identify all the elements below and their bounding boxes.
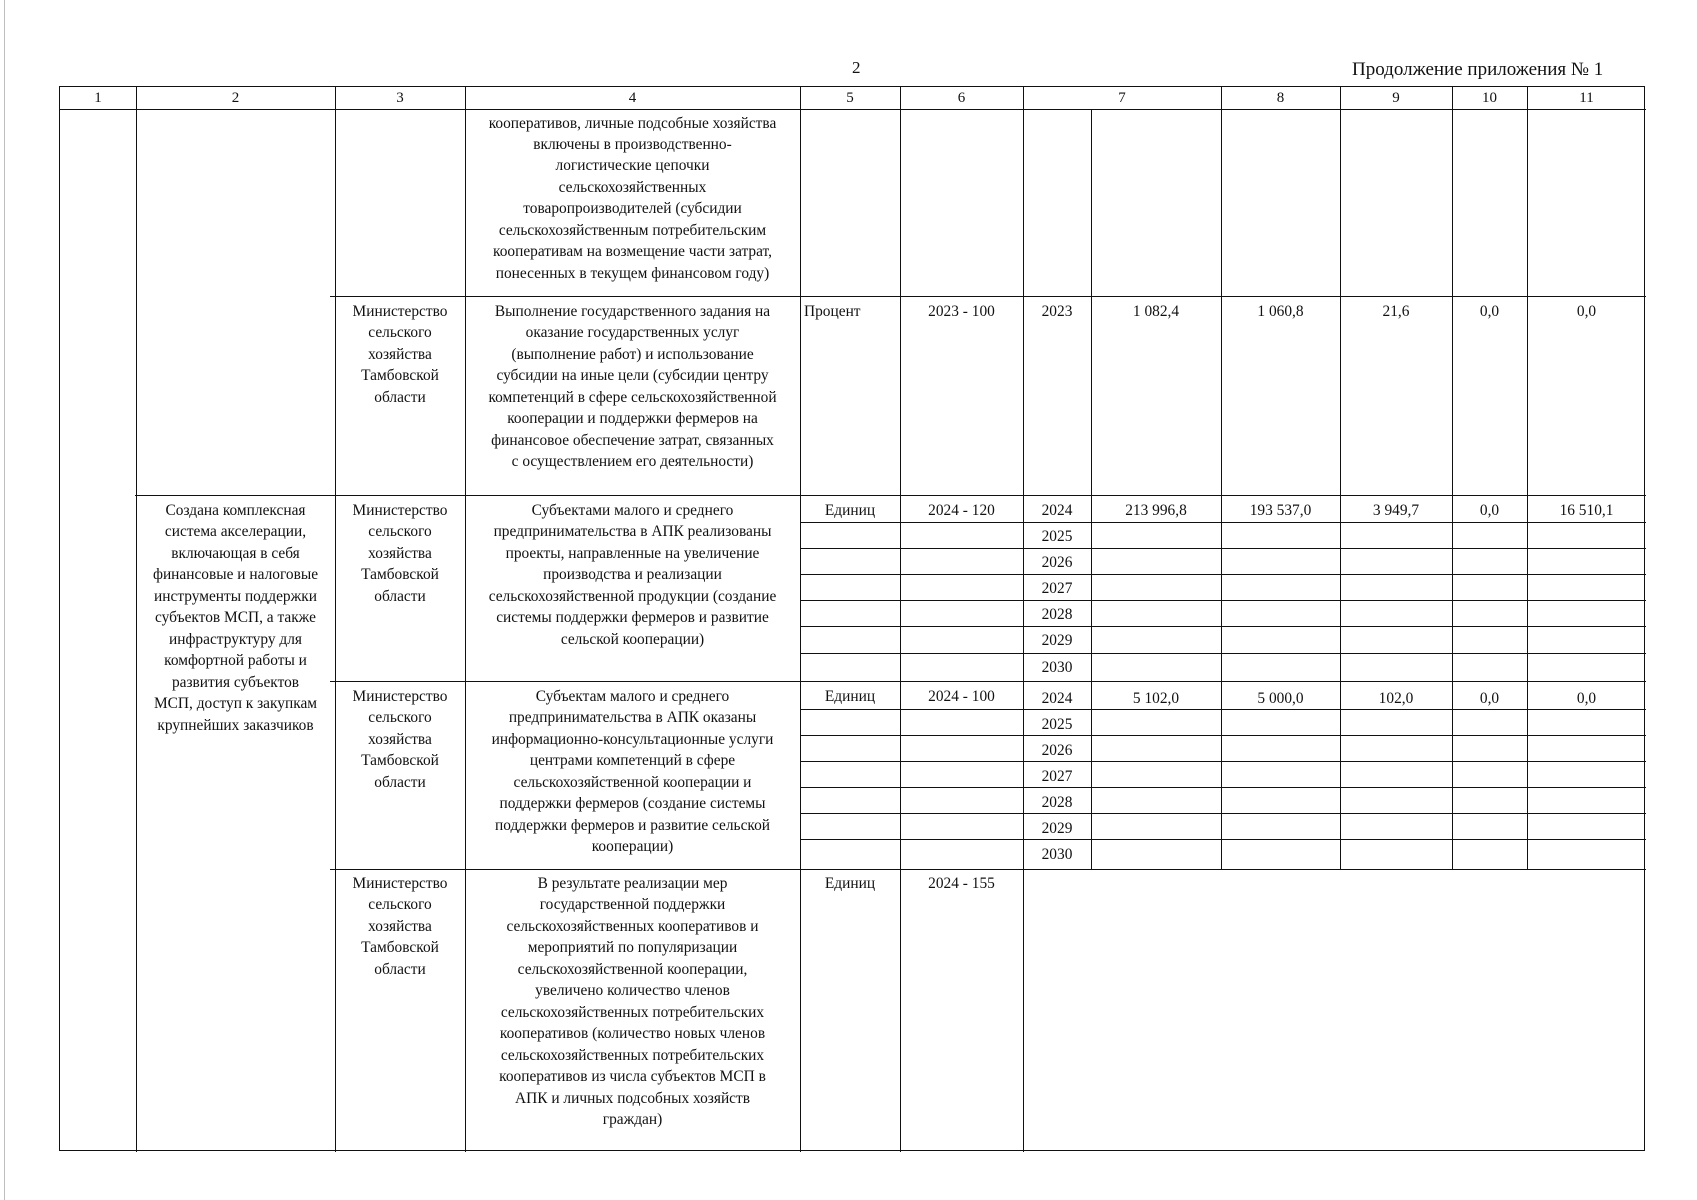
year-rule xyxy=(800,548,1646,549)
col-rule-7a xyxy=(1091,109,1092,869)
row-d-ministry-line: Тамбовской xyxy=(361,752,439,769)
row-c-other: 16 510,1 xyxy=(1559,502,1614,519)
col-rule-4 xyxy=(800,87,801,1152)
result-text-line: инструменты поддержки xyxy=(154,588,317,605)
row-c-federal: 193 537,0 xyxy=(1249,502,1312,519)
row-c-regional: 3 949,7 xyxy=(1372,502,1420,519)
row-e-unit: Единиц xyxy=(824,875,876,892)
year-rule xyxy=(800,600,1646,601)
row-c-unit: Единиц xyxy=(824,502,876,519)
row-c-ministry-line: Тамбовской xyxy=(361,566,439,583)
row-d-other: 0,0 xyxy=(1576,690,1597,707)
row-b-regional: 21,6 xyxy=(1382,303,1410,320)
year-rule xyxy=(800,522,1646,523)
year-rule xyxy=(800,626,1646,627)
row-c-year: 2025 xyxy=(1041,528,1073,545)
row-b-description-line: финансовое обеспечение затрат, связанных xyxy=(491,432,774,449)
row-d-year: 2028 xyxy=(1041,794,1073,811)
row-d-year: 2025 xyxy=(1041,716,1073,733)
row-rule xyxy=(330,681,1646,682)
continuation-title: Продолжение приложения № 1 xyxy=(1352,59,1604,80)
row-d-regional: 102,0 xyxy=(1378,690,1414,707)
row-e-description-line: увеличено количество членов xyxy=(535,982,730,999)
row-e-description-line: кооперативов из числа субъектов МСП в xyxy=(499,1068,766,1085)
row-e-ministry-line: области xyxy=(374,961,426,978)
result-text-line: инфраструктуру для xyxy=(168,631,303,648)
result-text-line: система акселерации, xyxy=(164,523,307,540)
row-d-description-line: информационно-консультационные услуги xyxy=(491,731,774,748)
row-b-other: 0,0 xyxy=(1576,303,1597,320)
row-b-unit: Процент xyxy=(804,303,861,320)
row-e-description-line: мероприятий по популяризации xyxy=(527,939,738,956)
row-d-target: 2024 - 100 xyxy=(928,688,995,705)
row-d-unit: Единиц xyxy=(824,688,876,705)
col-rule-9 xyxy=(1452,87,1453,869)
row-d-ministry-line: Министерство xyxy=(352,688,448,705)
row-c-ministry-line: области xyxy=(374,588,426,605)
scan-edge-line xyxy=(4,0,5,1200)
row-d-ministry-line: сельского xyxy=(368,709,432,726)
col-header-4: 4 xyxy=(628,90,637,106)
row-d-local: 0,0 xyxy=(1479,690,1500,707)
page-number: 2 xyxy=(852,58,861,77)
row-c-target: 2024 - 120 xyxy=(928,502,995,519)
row-d-federal: 5 000,0 xyxy=(1257,690,1304,707)
row-rule xyxy=(135,495,1646,496)
row-b-ministry-line: сельского xyxy=(368,324,432,341)
row-b-local: 0,0 xyxy=(1479,303,1500,320)
row-d-total: 5 102,0 xyxy=(1132,690,1180,707)
row-c-year: 2026 xyxy=(1041,554,1073,571)
row-e-description-line: сельскохозяйственной кооперации, xyxy=(517,961,748,978)
row-c-description-line: системы поддержки фермеров и развитие xyxy=(496,609,769,626)
row-b-description-line: субсидии на иные цели (субсидии центру xyxy=(496,367,769,384)
row-e-ministry-line: Тамбовской xyxy=(361,939,439,956)
appendix-table xyxy=(59,86,1645,1151)
row-e-ministry-line: Министерство xyxy=(352,875,448,892)
row-e-description-line: граждан) xyxy=(602,1111,663,1128)
year-rule xyxy=(800,787,1646,788)
year-rule xyxy=(800,761,1646,762)
row-d-ministry-line: хозяйства xyxy=(368,731,432,748)
header-bottom-rule xyxy=(60,109,1646,110)
row-c-description-line: производства и реализации xyxy=(543,566,722,583)
row-c-ministry-line: сельского xyxy=(368,523,432,540)
row-b-ministry-line: хозяйства xyxy=(368,346,432,363)
col-header-10: 10 xyxy=(1482,90,1497,106)
row-d-year: 2026 xyxy=(1041,742,1073,759)
row-c-description-line: Субъектами малого и среднего xyxy=(531,502,734,519)
row-d-description-line: поддержки фермеров и развитие сельской xyxy=(494,817,771,834)
result-text-line: развития субъектов xyxy=(171,674,300,691)
row-b-description-line: компетенций в сфере сельскохозяйственной xyxy=(488,389,777,406)
result-text-line: финансовые и налоговые xyxy=(152,566,319,583)
col-header-5: 5 xyxy=(846,90,854,106)
result-text-line: включающая в себя xyxy=(171,545,300,562)
row-c-description-line: сельской кооперации) xyxy=(560,631,705,648)
row-b-description-line: кооперации и поддержки фермеров на xyxy=(507,410,758,427)
col-rule-8 xyxy=(1340,87,1341,869)
col-header-8: 8 xyxy=(1276,90,1285,106)
row-c-year: 2028 xyxy=(1041,606,1073,623)
row-a-description-line: кооперативов, личные подсобные хозяйства xyxy=(488,115,777,132)
col-rule-5 xyxy=(900,87,901,1152)
row-d-year: 2029 xyxy=(1041,820,1073,837)
year-rule xyxy=(800,653,1646,654)
row-a-description-line: логистические цепочки xyxy=(555,157,710,174)
row-e-target: 2024 - 155 xyxy=(928,875,995,892)
result-text-line: Создана комплексная xyxy=(165,502,306,519)
col-header-11: 11 xyxy=(1579,90,1594,106)
col-header-6: 6 xyxy=(957,90,966,106)
row-e-ministry-line: сельского xyxy=(368,896,432,913)
row-c-year: 2024 xyxy=(1041,502,1073,519)
year-rule xyxy=(800,735,1646,736)
row-c-total: 213 996,8 xyxy=(1125,502,1187,519)
row-b-ministry-line: области xyxy=(374,389,426,406)
row-c-description-line: предпринимательства в АПК реализованы xyxy=(493,523,772,540)
row-b-target: 2023 - 100 xyxy=(928,303,995,320)
row-d-description-line: центрами компетенций в сфере xyxy=(529,752,736,769)
row-c-year: 2027 xyxy=(1041,580,1073,597)
row-a-description-line: сельскохозяйственным потребительским xyxy=(498,222,767,239)
row-b-federal: 1 060,8 xyxy=(1257,303,1304,320)
row-rule xyxy=(330,296,1646,297)
row-c-year: 2030 xyxy=(1041,659,1073,676)
row-d-description-line: сельскохозяйственной кооперации и xyxy=(513,774,752,791)
row-c-ministry-line: Министерство xyxy=(352,502,448,519)
row-e-description-line: сельскохозяйственных потребительских xyxy=(500,1004,765,1021)
row-b-description-line: с осуществлением его деятельности) xyxy=(511,453,754,470)
row-d-description-line: Субъектам малого и среднего xyxy=(535,688,730,705)
row-d-ministry-line: области xyxy=(374,774,426,791)
col-rule-7 xyxy=(1221,87,1222,869)
row-d-description-line: кооперации) xyxy=(591,838,674,855)
row-b-description-line: оказание государственных услуг xyxy=(525,324,740,341)
col-header-1: 1 xyxy=(94,90,102,106)
row-c-local: 0,0 xyxy=(1479,502,1500,519)
result-text-line: субъектов МСП, а также xyxy=(155,609,316,626)
row-c-description-line: проекты, направленные на увеличение xyxy=(505,545,760,562)
col-header-7: 7 xyxy=(1118,90,1126,106)
result-text-line: комфортной работы и xyxy=(164,652,307,669)
year-rule xyxy=(800,574,1646,575)
row-b-description-line: (выполнение работ) и использование xyxy=(511,346,754,363)
row-a-description-line: понесенных в текущем финансовом году) xyxy=(495,265,770,282)
row-b-ministry-line: Тамбовской xyxy=(361,367,439,384)
row-d-year: 2027 xyxy=(1041,768,1073,785)
row-e-description-line: сельскохозяйственных кооперативов и xyxy=(506,918,759,935)
row-a-description-line: сельскохозяйственных xyxy=(558,179,707,196)
row-rule xyxy=(330,869,1646,870)
row-b-total: 1 082,4 xyxy=(1132,303,1180,320)
row-e-ministry-line: хозяйства xyxy=(368,918,432,935)
row-c-description-line: сельскохозяйственной продукции (создание xyxy=(488,588,777,605)
col-header-2: 2 xyxy=(231,90,240,106)
row-b-description-line: Выполнение государственного задания на xyxy=(494,303,771,320)
row-b-ministry-line: Министерство xyxy=(352,303,448,320)
year-rule xyxy=(800,839,1646,840)
row-e-description-line: сельскохозяйственных потребительских xyxy=(500,1047,765,1064)
row-d-description-line: предпринимательства в АПК оказаны xyxy=(508,709,757,726)
row-a-description-line: включены в производственно- xyxy=(533,136,732,153)
row-d-year: 2024 xyxy=(1041,690,1073,707)
row-a-description-line: кооперативам на возмещение части затрат, xyxy=(493,243,772,260)
result-text-line: крупнейших заказчиков xyxy=(157,717,314,734)
row-b-year: 2023 xyxy=(1041,303,1073,320)
row-c-ministry-line: хозяйства xyxy=(368,545,432,562)
year-rule xyxy=(800,813,1646,814)
row-e-description-line: государственной поддержки xyxy=(539,896,726,913)
row-e-description-line: кооперативов (количество новых членов xyxy=(499,1025,766,1042)
row-e-description-line: В результате реализации мер xyxy=(537,875,728,892)
col-rule-2 xyxy=(335,87,336,1152)
col-header-9: 9 xyxy=(1392,90,1400,106)
result-text-line: МСП, доступ к закупкам xyxy=(153,695,318,712)
col-rule-10 xyxy=(1527,87,1528,869)
row-e-description-line: АПК и личных подсобных хозяйств xyxy=(514,1090,751,1107)
row-d-year: 2030 xyxy=(1041,846,1073,863)
col-header-3: 3 xyxy=(396,90,404,106)
row-a-description-line: товаропроизводителей (субсидии xyxy=(523,200,742,217)
row-c-year: 2029 xyxy=(1041,632,1073,649)
row-d-description-line: поддержки фермеров (создание системы xyxy=(499,795,766,812)
